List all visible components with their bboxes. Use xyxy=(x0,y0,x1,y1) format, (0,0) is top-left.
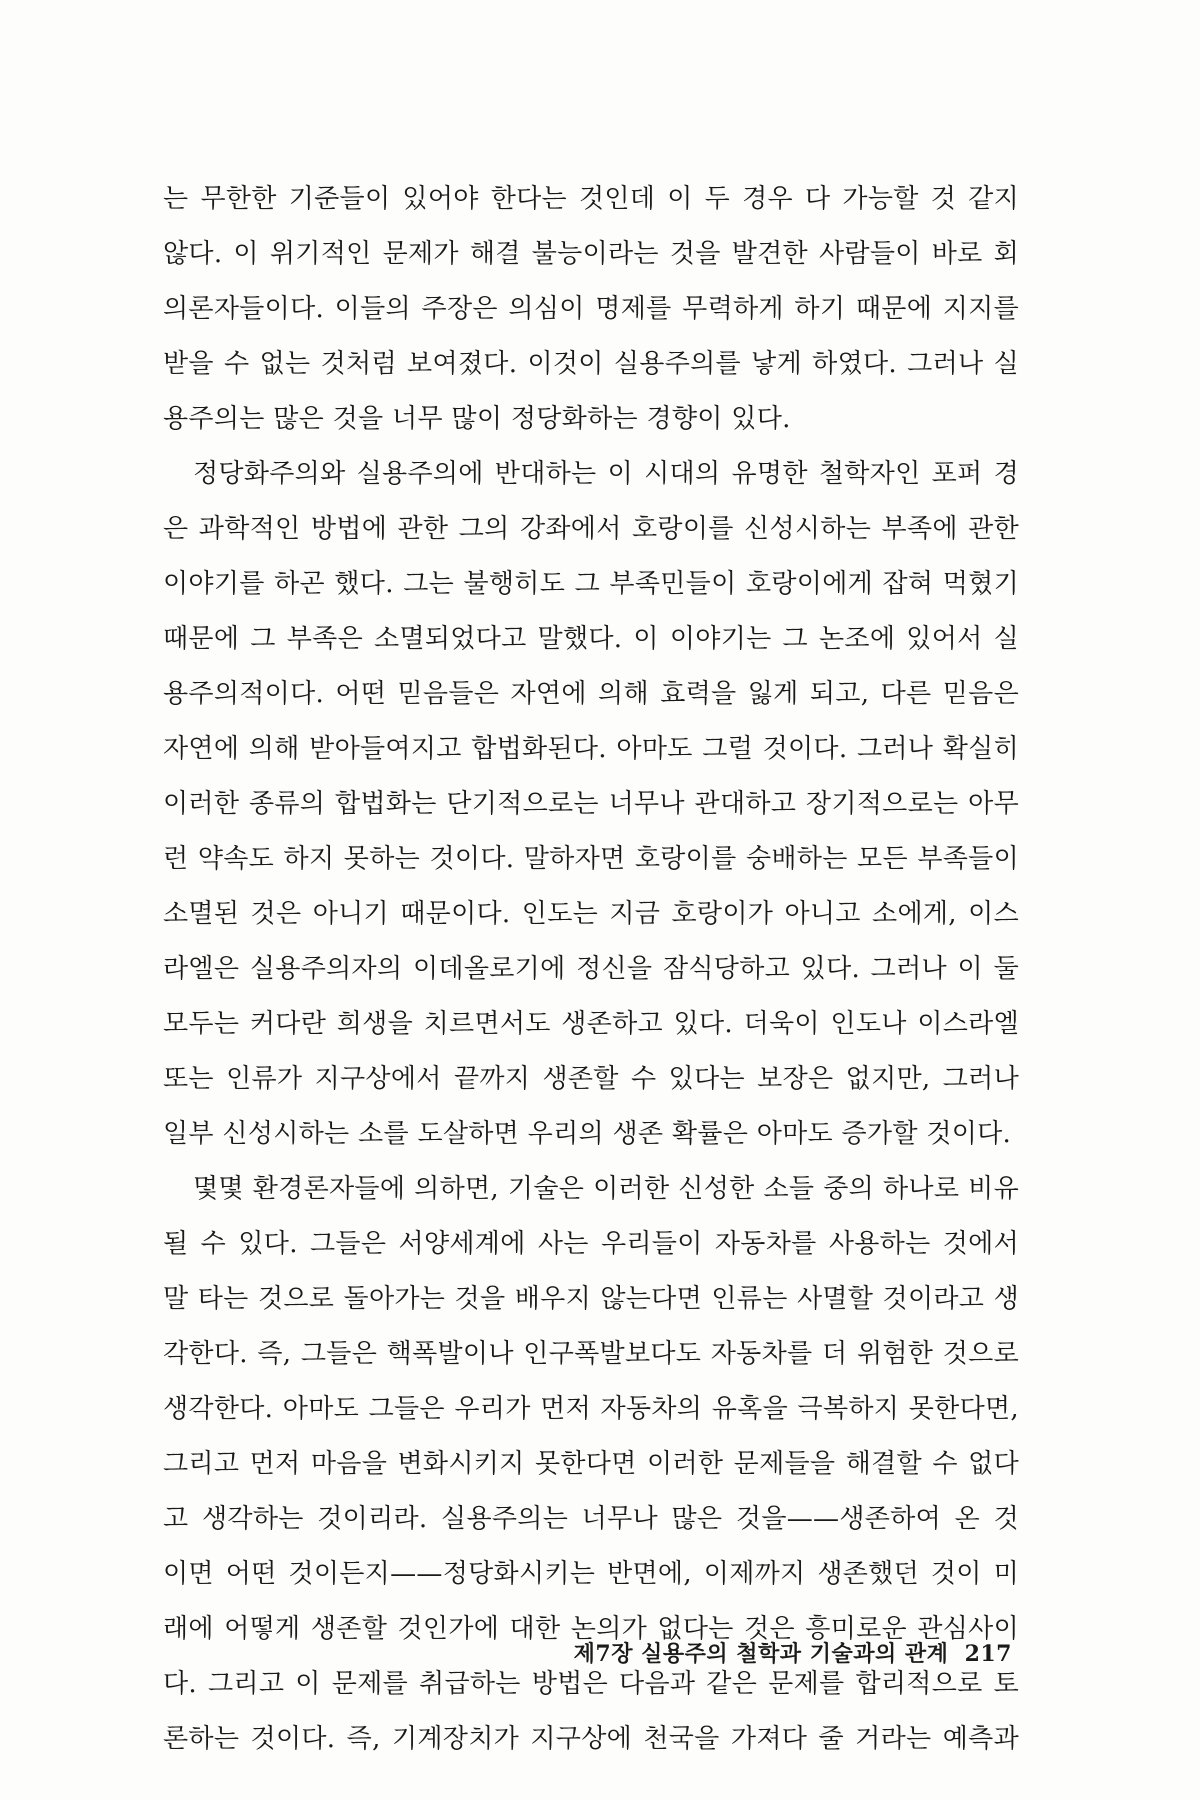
text-line: 될 수 있다. 그들은 서양세계에 사는 우리들이 자동차를 사용하는 것에서 xyxy=(163,1229,1019,1259)
text-line: 생각한다. 아마도 그들은 우리가 먼저 자동차의 유혹을 극복하지 못한다면, xyxy=(163,1394,1019,1424)
text-line: 말 타는 것으로 돌아가는 것을 배우지 않는다면 인류는 사멸할 것이라고 생 xyxy=(163,1284,1019,1314)
text-line: 이러한 종류의 합법화는 단기적으로는 너무나 관대하고 장기적으로는 아무 xyxy=(163,789,1019,819)
text-line: 또는 인류가 지구상에서 끝까지 생존할 수 있다는 보장은 없지만, 그러나 xyxy=(163,1064,1019,1094)
text-line: 자연에 의해 받아들여지고 합법화된다. 아마도 그럴 것이다. 그러나 확실히 xyxy=(163,734,1019,764)
chapter-title: 제7장 실용주의 철학과 기술과의 관계 xyxy=(573,1641,949,1667)
text-line: 다. 그리고 이 문제를 취급하는 방법은 다음과 같은 문제를 합리적으로 토 xyxy=(163,1669,1019,1699)
text-line: 은 과학적인 방법에 관한 그의 강좌에서 호랑이를 신성시하는 부족에 관한 xyxy=(163,514,1019,544)
text-line: 받을 수 없는 것처럼 보여졌다. 이것이 실용주의를 낳게 하였다. 그러나 실 xyxy=(163,349,1019,379)
text-line: 정당화주의와 실용주의에 반대하는 이 시대의 유명한 철학자인 포퍼 경 xyxy=(193,459,1019,489)
text-line: 용주의는 많은 것을 너무 많이 정당화하는 경향이 있다. xyxy=(163,404,791,434)
text-line: 않다. 이 위기적인 문제가 해결 불능이라는 것을 발견한 사람들이 바로 회 xyxy=(163,239,1019,269)
text-line: 각한다. 즉, 그들은 핵폭발이나 인구폭발보다도 자동차를 더 위험한 것으로 xyxy=(163,1339,1019,1369)
text-line: 라엘은 실용주의자의 이데올로기에 정신을 잠식당하고 있다. 그러나 이 둘 xyxy=(163,954,1019,984)
text-line: 일부 신성시하는 소를 도살하면 우리의 생존 확률은 아마도 증가할 것이다. xyxy=(163,1119,1012,1149)
text-line: 용주의적이다. 어떤 믿음들은 자연에 의해 효력을 잃게 되고, 다른 믿음은 xyxy=(163,679,1019,709)
text-line: 모두는 커다란 희생을 치르면서도 생존하고 있다. 더욱이 인도나 이스라엘 xyxy=(163,1009,1019,1039)
text-line: 의론자들이다. 이들의 주장은 의심이 명제를 무력하게 하기 때문에 지지를 xyxy=(163,294,1019,324)
text-line: 고 생각하는 것이리라. 실용주의는 너무나 많은 것을——생존하여 온 것 xyxy=(163,1504,1019,1534)
text-line: 이면 어떤 것이든지——정당화시키는 반면에, 이제까지 생존했던 것이 미 xyxy=(163,1559,1019,1589)
running-footer xyxy=(574,1637,1012,1668)
text-line: 래에 어떻게 생존할 것인가에 대한 논의가 없다는 것은 흥미로운 관심사이 xyxy=(163,1614,1019,1644)
text-line: 이야기를 하곤 했다. 그는 불행히도 그 부족민들이 호랑이에게 잡혀 먹혔기 xyxy=(163,569,1019,599)
text-line: 런 약속도 하지 못하는 것이다. 말하자면 호랑이를 숭배하는 모든 부족들이 xyxy=(163,844,1019,874)
text-line: 는 무한한 기준들이 있어야 한다는 것인데 이 두 경우 다 가능할 것 같지 xyxy=(163,184,1019,214)
page-number: 217 xyxy=(964,1641,1012,1667)
body-text xyxy=(163,172,1019,1767)
paragraph-1 xyxy=(163,172,1019,447)
text-line: 그리고 먼저 마음을 변화시키지 못한다면 이러한 문제들을 해결할 수 없다 xyxy=(163,1449,1019,1479)
paragraph-2 xyxy=(163,447,1019,1162)
text-line: 소멸된 것은 아니기 때문이다. 인도는 지금 호랑이가 아니고 소에게, 이스 xyxy=(163,899,1019,929)
text-line: 몇몇 환경론자들에 의하면, 기술은 이러한 신성한 소들 중의 하나로 비유 xyxy=(193,1174,1019,1204)
text-line: 론하는 것이다. 즉, 기계장치가 지구상에 천국을 가져다 줄 거라는 예측과 xyxy=(163,1724,1019,1754)
text-line: 때문에 그 부족은 소멸되었다고 말했다. 이 이야기는 그 논조에 있어서 실 xyxy=(163,624,1019,654)
paragraph-3 xyxy=(163,1162,1019,1767)
